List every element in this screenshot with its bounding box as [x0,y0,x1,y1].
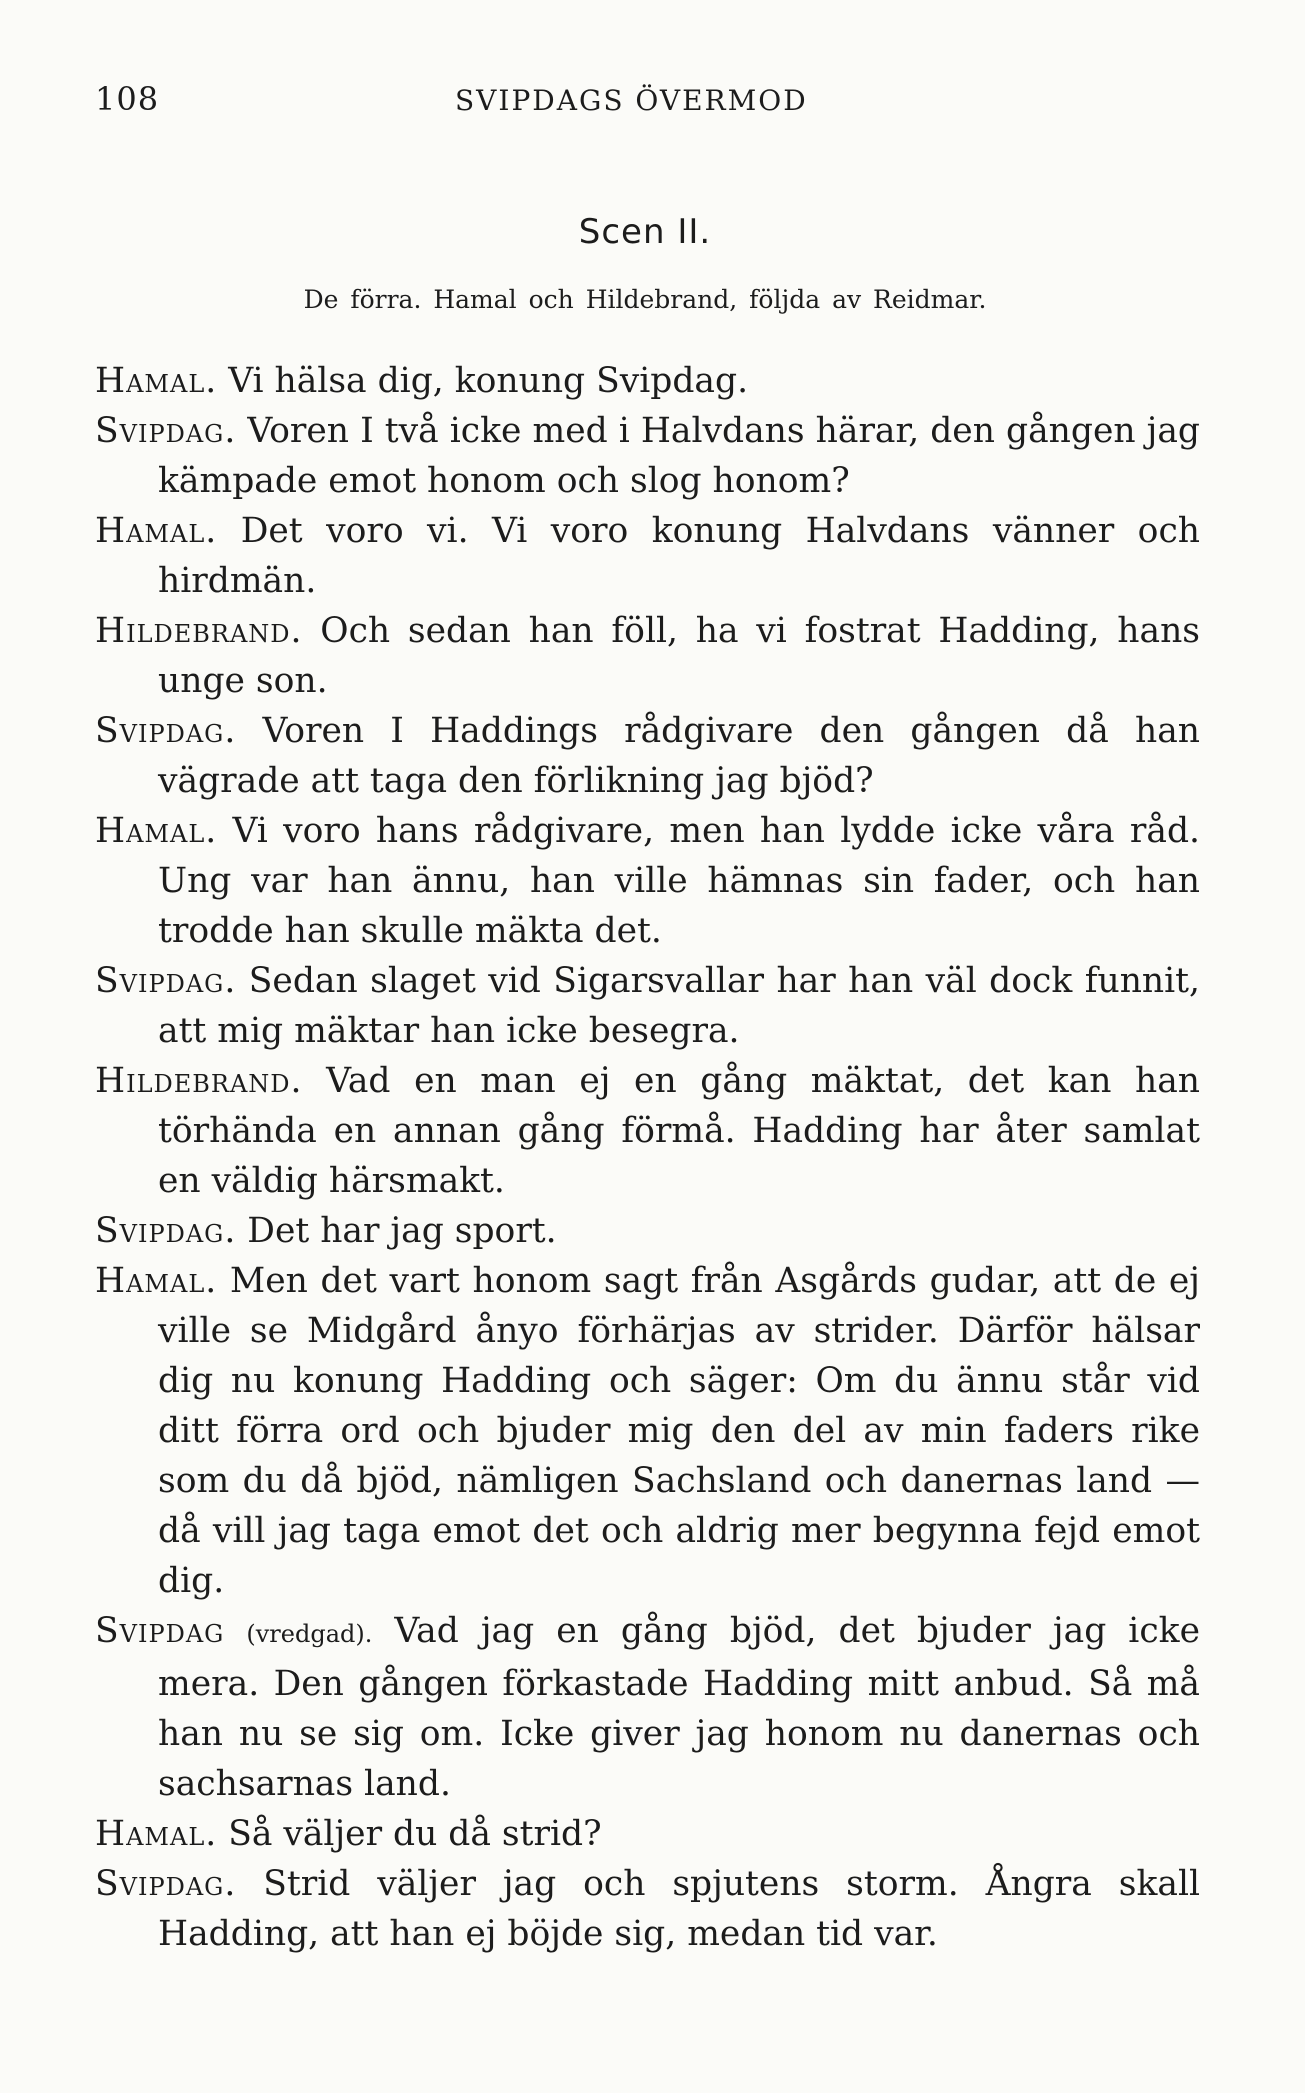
stage-direction: De förra. Hamal och Hildebrand, följda av Reidmar. [303,285,987,314]
speaker-name: Hamal. [95,511,218,551]
speech-hildebrand [95,1056,1200,1206]
speech-svipdag [95,1859,1200,1959]
speech-text: Voren I Haddings rådgivare den gången då han vägrade att taga den förlikning jag bjöd? [158,711,1200,801]
speaker-name: Svipdag. [95,1211,237,1251]
speech-text: Vad jag en gång bjöd, det bjuder jag icke mera. Den gången förkastade Hadding mitt anbud. Så må han nu se sig om. Icke giver jag honom nu danernas och sachsarnas land. [158,1611,1200,1804]
speech-svipdag [95,956,1200,1056]
speaker-name: Hamal. [95,1261,218,1301]
speech-text: Det har jag sport. [247,1211,557,1251]
stage-note: (vredgad). [246,1620,373,1648]
speaker-name: Hamal. [95,811,218,851]
speech-text: Sedan slaget vid Sigarsvallar har han väl dock funnit, att mig mäktar han icke besegra. [158,961,1200,1051]
speech-text: Voren I två icke med i Halvdans härar, den gången jag kämpade emot honom och slog honom? [158,411,1201,501]
speech-text: Vi hälsa dig, konung Svipdag. [228,361,749,401]
speech-text: Vi voro hans rådgivare, men han lydde icke våra råd. Ung var han ännu, han ville hämnas sin fader, och han trodde han skulle mäkta det. [158,811,1200,951]
speaker-name: Hildebrand. [95,1061,303,1101]
running-title: SVIPDAGS ÖVERMOD [455,84,808,117]
speech-text: Det voro vi. Vi voro konung Halvdans vänner och hirdmän. [158,511,1200,601]
speaker-name: Svipdag. [95,411,237,451]
running-head [95,80,1200,126]
speech-text: Strid väljer jag och spjutens storm. Ångra skall Hadding, att han ej böjde sig, medan tid var. [158,1864,1201,1954]
speech-svipdag [95,706,1200,806]
speaker-name: Hamal. [95,361,218,401]
dialogue [95,356,1200,1959]
speech-hamal [95,1256,1200,1606]
speaker-name: Hamal. [95,1814,218,1854]
speech-hamal [95,506,1200,606]
speech-hildebrand [95,606,1200,706]
speaker-name: Svipdag. [95,711,237,751]
speech-text: Men det vart honom sagt från Asgårds gudar, att de ej ville se Midgård ånyo förhärjas av strider. Därför hälsar dig nu konung Hadding och säger: Om du ännu står vid ditt förra ord och bjuder mig den del av min faders rike som du då bjöd, nämligen Sachsland och danernas land — då vill jag taga emot det och aldrig mer begynna fejd emot dig. [158,1261,1201,1601]
speaker-name: Hildebrand. [95,611,303,651]
speaker-name: Svipdag [95,1611,225,1651]
speech-hamal [95,356,1200,406]
speech-text: Så väljer du då strid? [228,1814,602,1854]
speech-svipdag [95,1606,1200,1809]
speech-hamal [95,806,1200,956]
speech-svipdag [95,1206,1200,1256]
speaker-name: Svipdag. [95,1864,237,1904]
speech-text: Och sedan han föll, ha vi fostrat Hadding, hans unge son. [158,611,1200,701]
speech-hamal [95,1809,1200,1859]
scene-title: Scen II. [578,212,712,252]
speech-text: Vad en man ej en gång mäktat, det kan han törhända en annan gång förmå. Hadding har åter samlat en väldig härsmakt. [158,1061,1201,1201]
page-number: 108 [95,80,160,118]
speech-svipdag [95,406,1200,506]
speaker-name: Svipdag. [95,961,237,1001]
